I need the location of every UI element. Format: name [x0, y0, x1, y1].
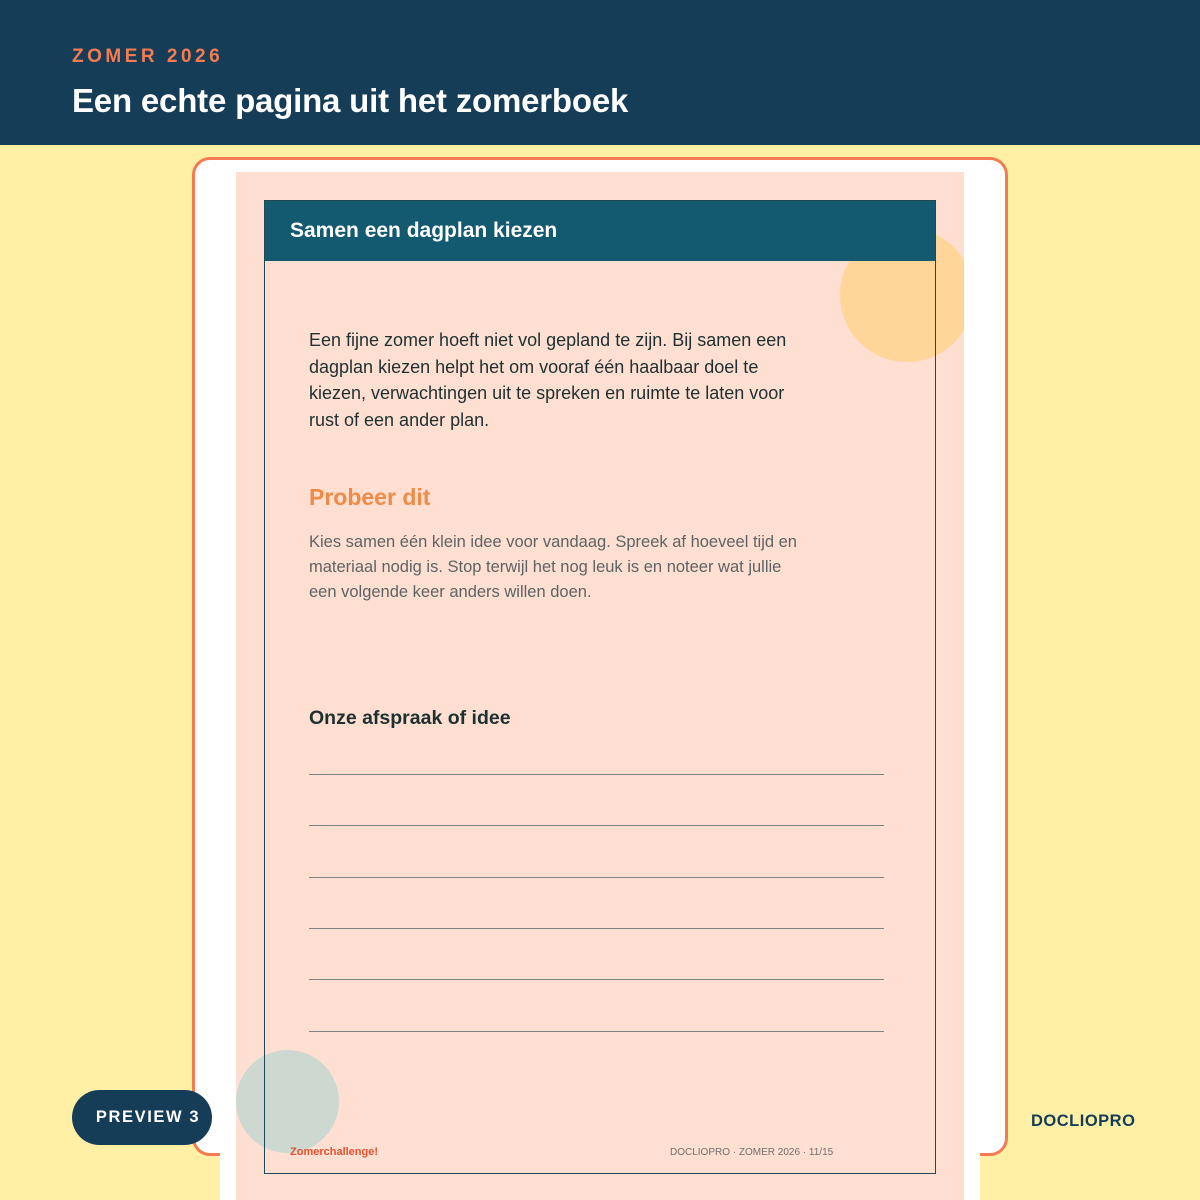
- footer-page-info: DOCLIOPRO · ZOMER 2026 · 11/15: [670, 1147, 834, 1158]
- eyebrow-label: ZOMER 2026: [72, 46, 224, 67]
- book-page: [236, 172, 964, 1200]
- worksheet-header: [265, 201, 935, 261]
- writing-line: [309, 774, 884, 775]
- writing-line: [309, 877, 884, 878]
- write-label: Onze afspraak of idee: [309, 707, 511, 729]
- worksheet-title: Samen een dagplan kiezen: [290, 219, 558, 242]
- worksheet: [264, 200, 936, 1174]
- intro-text: Een fijne zomer hoeft niet vol gepland te zijn. Bij samen een dagplan kiezen helpt het om vooraf één haalbaar doel te kiezen, verwachtingen uit te spreken en ruimte te laten voor rust of een ander plan.: [309, 330, 787, 430]
- brand-logo-text: DOCLIOPRO: [1031, 1112, 1136, 1130]
- writing-line: [309, 825, 884, 826]
- top-banner: [0, 0, 1200, 145]
- section-body: Kies samen één klein idee voor vandaag. Spreek af hoeveel tijd en materiaal nodig is. Stop terwijl het nog leuk is en noteer wat jullie een volgende keer anders willen doen.: [309, 533, 797, 601]
- writing-line: [309, 1031, 884, 1032]
- section-heading: Probeer dit: [309, 484, 431, 510]
- preview-badge: PREVIEW 3: [72, 1090, 212, 1145]
- writing-line: [309, 928, 884, 929]
- banner-title: Een echte pagina uit het zomerboek: [72, 82, 629, 119]
- writing-line: [309, 979, 884, 980]
- footer-tagline: Zomerchallenge!: [290, 1146, 379, 1158]
